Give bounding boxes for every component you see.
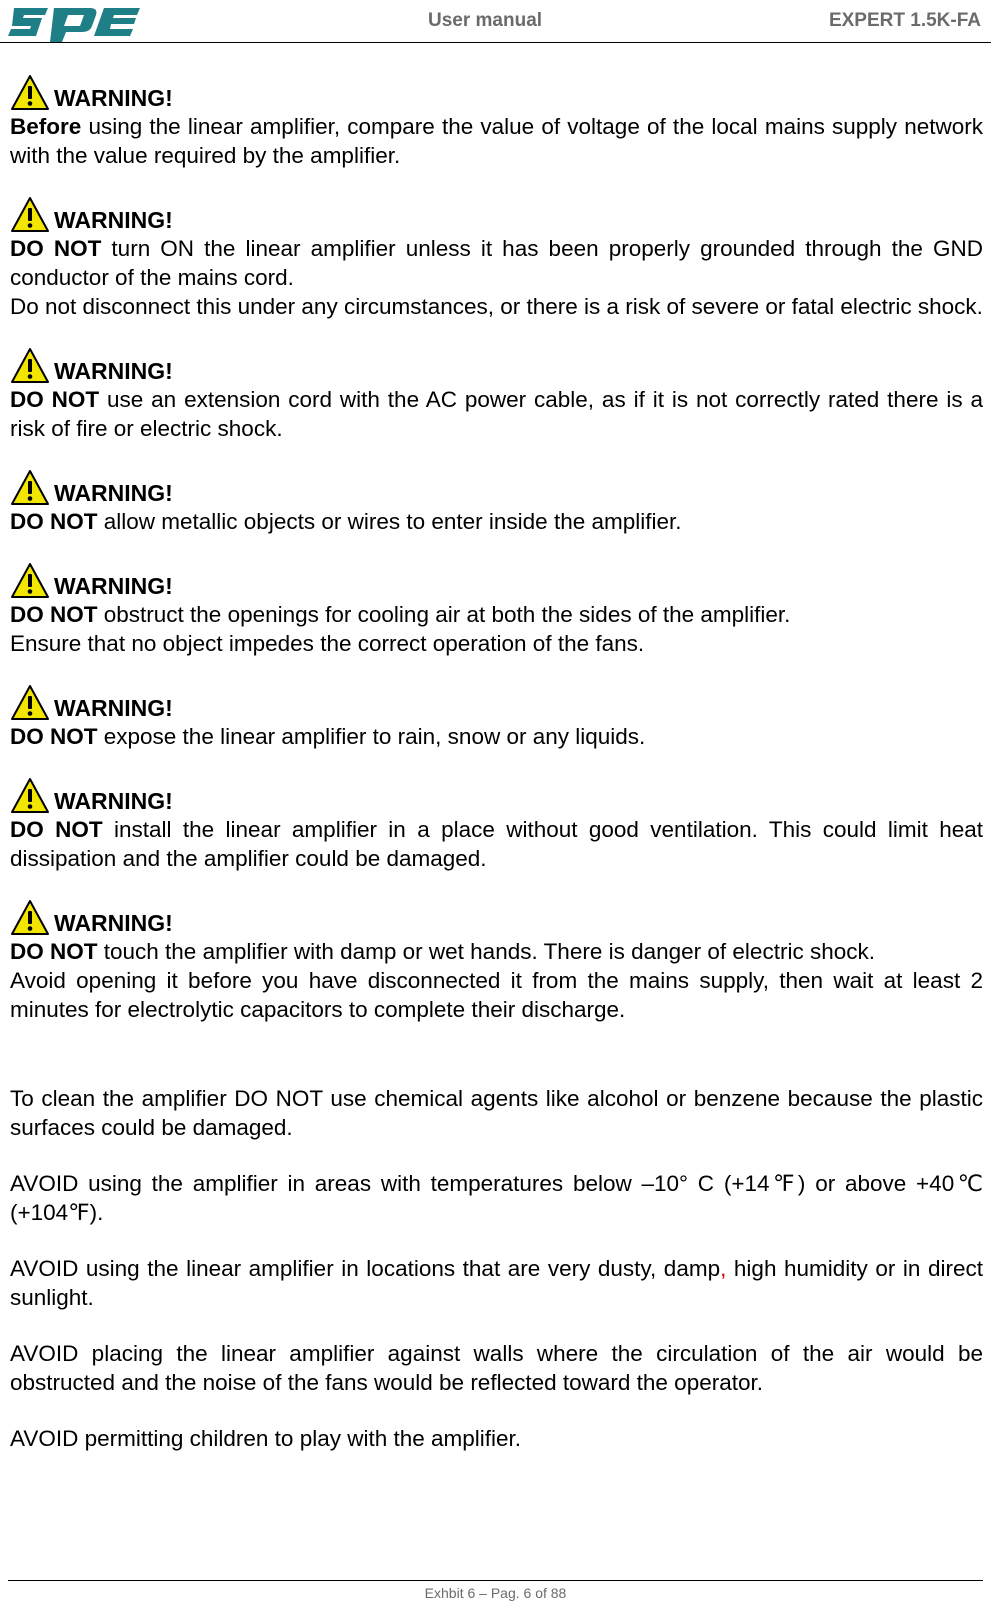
header-title: User manual bbox=[428, 10, 543, 31]
spe-logo-icon bbox=[8, 2, 140, 42]
warning-emphasis: DO NOT bbox=[10, 817, 103, 842]
warning-triangle-icon bbox=[10, 347, 50, 385]
warning-text bbox=[10, 112, 983, 170]
warning-block bbox=[10, 345, 983, 443]
warning-heading bbox=[10, 194, 983, 234]
warning-text bbox=[10, 234, 983, 292]
warning-block bbox=[10, 467, 983, 536]
warning-block bbox=[10, 682, 983, 751]
warning-text bbox=[10, 385, 983, 443]
warning-title: WARNING! bbox=[54, 358, 173, 384]
warning-block bbox=[10, 72, 983, 170]
paragraph-cleaning: To clean the amplifier DO NOT use chemical agents like alcohol or benzene because the plastic surfaces could be damaged. bbox=[10, 1086, 983, 1140]
warning-triangle-icon bbox=[10, 899, 50, 937]
page-footer: Exhbit 6 – Pag. 6 of 88 bbox=[424, 1585, 567, 1601]
warning-triangle-icon bbox=[10, 777, 50, 815]
warning-title: WARNING! bbox=[54, 573, 173, 599]
warning-emphasis: Before bbox=[10, 114, 82, 139]
warnings-list bbox=[10, 72, 983, 1024]
warning-heading bbox=[10, 682, 983, 722]
warning-block bbox=[10, 775, 983, 873]
warning-title: WARNING! bbox=[54, 910, 173, 936]
warning-body: Do not disconnect this under any circumstances, or there is a risk of severe or fatal electric shock. bbox=[10, 294, 983, 319]
header-model: EXPERT 1.5K-FA bbox=[828, 10, 981, 31]
warning-block bbox=[10, 560, 983, 658]
warning-body: install the linear amplifier in a place without good ventilation. This could limit heat dissipation and the amplifier could be damaged. bbox=[10, 817, 983, 871]
warning-triangle-icon bbox=[10, 562, 50, 600]
warning-heading bbox=[10, 560, 983, 600]
warning-text bbox=[10, 292, 983, 321]
warning-body: touch the amplifier with damp or wet hands. There is danger of electric shock. bbox=[97, 939, 875, 964]
paragraph-dusty-part2: high humidity or in direct sunlight. bbox=[10, 1256, 983, 1310]
warning-body: obstruct the openings for cooling air at both the sides of the amplifier. bbox=[97, 602, 791, 627]
warning-body: Ensure that no object impedes the correct operation of the fans. bbox=[10, 631, 645, 656]
warning-text bbox=[10, 507, 983, 536]
paragraph-dusty-comma: , bbox=[720, 1256, 727, 1281]
warning-emphasis: DO NOT bbox=[10, 236, 102, 261]
warning-block bbox=[10, 194, 983, 321]
warning-emphasis: DO NOT bbox=[10, 724, 98, 749]
warning-text bbox=[10, 966, 983, 1024]
warning-heading bbox=[10, 72, 983, 112]
warning-text bbox=[10, 937, 983, 966]
warning-body: use an extension cord with the AC power cable, as if it is not correctly rated there is a risk of fire or electric shock. bbox=[10, 387, 983, 441]
warning-triangle-icon bbox=[10, 469, 50, 507]
warning-text bbox=[10, 600, 983, 629]
warning-title: WARNING! bbox=[54, 480, 173, 506]
warning-triangle-icon bbox=[10, 74, 50, 112]
paragraph-children: AVOID permitting children to play with the amplifier. bbox=[10, 1426, 522, 1451]
warning-emphasis: DO NOT bbox=[10, 602, 98, 627]
warning-title: WARNING! bbox=[54, 85, 173, 111]
warning-heading bbox=[10, 897, 983, 937]
page-content bbox=[10, 72, 983, 1480]
warning-body: expose the linear amplifier to rain, snow or any liquids. bbox=[97, 724, 646, 749]
paragraph-dusty-part1: AVOID using the linear amplifier in locations that are very dusty, damp bbox=[10, 1256, 721, 1281]
warning-body: using the linear amplifier, compare the value of voltage of the local mains supply network with the value required by the amplifier. bbox=[10, 114, 983, 168]
warning-title: WARNING! bbox=[54, 207, 173, 233]
warning-body: Avoid opening it before you have disconnected it from the mains supply, then wait at least 2 minutes for electrolytic capacitors to complete their discharge. bbox=[10, 968, 983, 1022]
footer-divider bbox=[8, 1580, 983, 1581]
warning-body: turn ON the linear amplifier unless it has been properly grounded through the GND conductor of the mains cord. bbox=[10, 236, 984, 290]
warning-heading bbox=[10, 775, 983, 815]
warning-emphasis: DO NOT bbox=[10, 939, 98, 964]
warning-emphasis: DO NOT bbox=[10, 387, 100, 412]
warning-triangle-icon bbox=[10, 684, 50, 722]
warning-body: allow metallic objects or wires to enter inside the amplifier. bbox=[97, 509, 682, 534]
warning-triangle-icon bbox=[10, 196, 50, 234]
warning-title: WARNING! bbox=[54, 695, 173, 721]
header-divider bbox=[0, 42, 991, 43]
warning-emphasis: DO NOT bbox=[10, 509, 98, 534]
warning-heading bbox=[10, 345, 983, 385]
warning-text bbox=[10, 722, 983, 751]
warning-title: WARNING! bbox=[54, 788, 173, 814]
warning-heading bbox=[10, 467, 983, 507]
paragraph-dusty bbox=[10, 1254, 983, 1312]
page-header bbox=[0, 0, 991, 44]
paragraph-temperature: AVOID using the amplifier in areas with temperatures below –10° C (+14℉) or above +40℃ (+104℉). bbox=[10, 1171, 983, 1225]
warning-text bbox=[10, 815, 983, 873]
warning-text bbox=[10, 629, 983, 658]
warning-block bbox=[10, 897, 983, 1024]
paragraph-walls: AVOID placing the linear amplifier against walls where the circulation of the air would be obstructed and the noise of the fans would be reflected toward the operator. bbox=[10, 1341, 983, 1395]
